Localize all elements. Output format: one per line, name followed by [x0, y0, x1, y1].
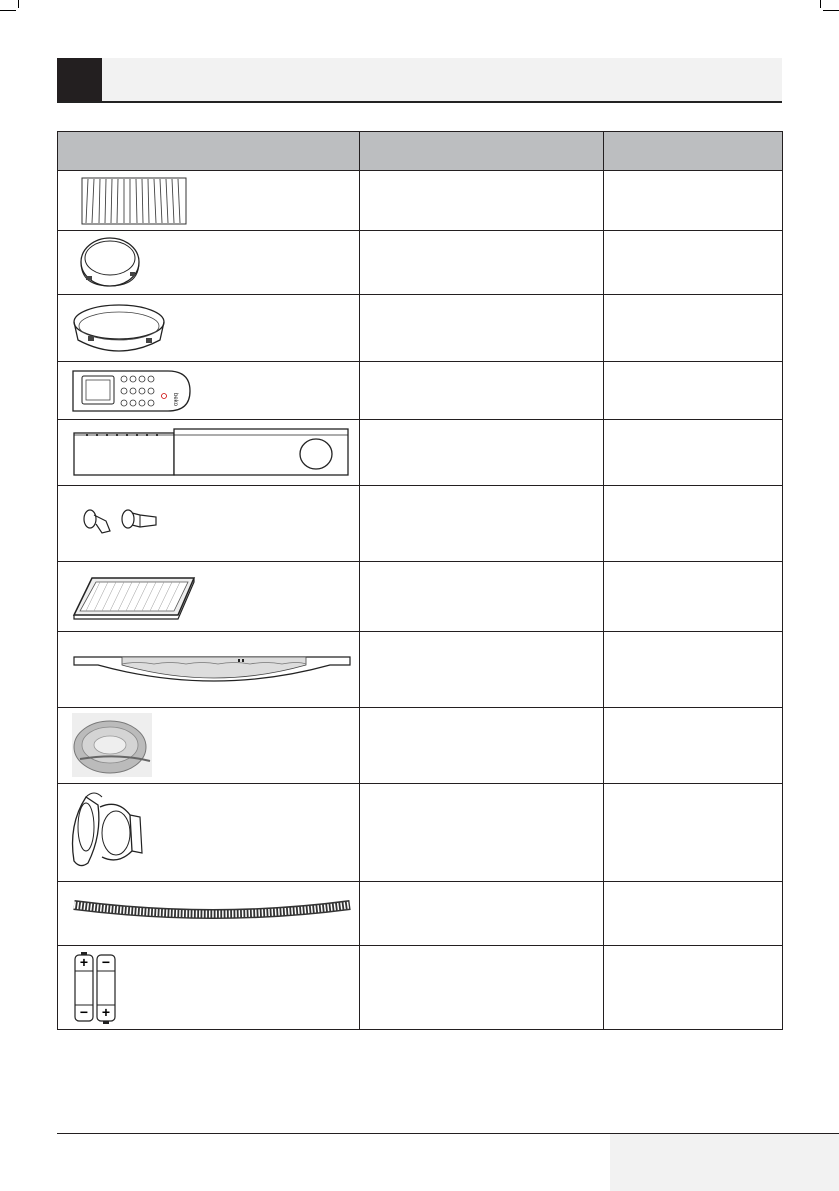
table-row — [58, 882, 783, 946]
svg-text:+: + — [79, 953, 89, 970]
part-name — [360, 632, 604, 708]
part-quantity — [604, 295, 783, 362]
table-row — [58, 486, 783, 562]
part-name — [360, 171, 604, 231]
section-header — [57, 58, 782, 103]
part-quantity — [604, 231, 783, 295]
column-header-quantity — [604, 132, 783, 171]
window-bracket-icon — [58, 633, 358, 707]
part-name — [360, 420, 604, 486]
part-name — [360, 486, 604, 562]
part-image-cell — [58, 784, 360, 882]
part-quantity — [604, 486, 783, 562]
large-adapter-ring-icon — [58, 296, 358, 361]
part-image-cell — [58, 562, 360, 632]
hose-adapter-ring-icon — [58, 232, 358, 294]
table-row — [58, 946, 783, 1030]
part-quantity — [604, 882, 783, 946]
table-row — [58, 231, 783, 295]
svg-text:−: − — [101, 953, 111, 970]
part-quantity — [604, 362, 783, 420]
table-row — [58, 784, 783, 882]
drain-hose-icon — [58, 883, 358, 945]
svg-text:−: − — [79, 1003, 89, 1020]
table-row — [58, 420, 783, 486]
part-name — [360, 946, 604, 1030]
drain-cap-icon — [58, 785, 358, 881]
window-slider-panel-icon — [58, 421, 358, 485]
part-image-cell — [58, 946, 360, 1030]
part-image-cell — [58, 171, 360, 231]
part-image-cell — [58, 420, 360, 486]
table-row — [58, 708, 783, 784]
section-number — [57, 58, 102, 101]
table-row — [58, 362, 783, 420]
part-quantity — [604, 171, 783, 231]
part-quantity — [604, 784, 783, 882]
crop-mark — [820, 0, 821, 8]
remote-control-icon — [58, 363, 358, 419]
part-image-cell — [58, 486, 360, 562]
column-header-name — [360, 132, 604, 171]
crop-mark — [18, 0, 19, 8]
parts-table — [57, 131, 783, 1030]
part-image-cell — [58, 231, 360, 295]
part-image-cell — [58, 362, 360, 420]
part-quantity — [604, 420, 783, 486]
part-name — [360, 708, 604, 784]
table-row — [58, 295, 783, 362]
air-filter-icon — [58, 563, 358, 631]
remote-brand-text: beko — [172, 392, 178, 406]
part-quantity — [604, 946, 783, 1030]
footer-page-box — [610, 1134, 839, 1191]
batteries-icon — [58, 947, 358, 1029]
screws-icon — [58, 487, 358, 561]
part-image-cell — [58, 632, 360, 708]
part-name — [360, 231, 604, 295]
part-quantity — [604, 632, 783, 708]
exhaust-hose-icon — [58, 172, 358, 230]
part-name — [360, 362, 604, 420]
part-name — [360, 882, 604, 946]
part-quantity — [604, 708, 783, 784]
column-header-part — [58, 132, 360, 171]
part-name — [360, 295, 604, 362]
table-row — [58, 171, 783, 231]
part-image-cell — [58, 295, 360, 362]
crop-mark — [0, 10, 16, 11]
part-image-cell — [58, 882, 360, 946]
table-header-row — [58, 132, 783, 171]
table-row — [58, 632, 783, 708]
svg-text:+: + — [101, 1003, 111, 1020]
part-name — [360, 562, 604, 632]
crop-mark — [823, 10, 839, 11]
sealing-tape-roll-icon — [58, 709, 358, 783]
part-name — [360, 784, 604, 882]
part-quantity — [604, 562, 783, 632]
table-row — [58, 562, 783, 632]
part-image-cell — [58, 708, 360, 784]
